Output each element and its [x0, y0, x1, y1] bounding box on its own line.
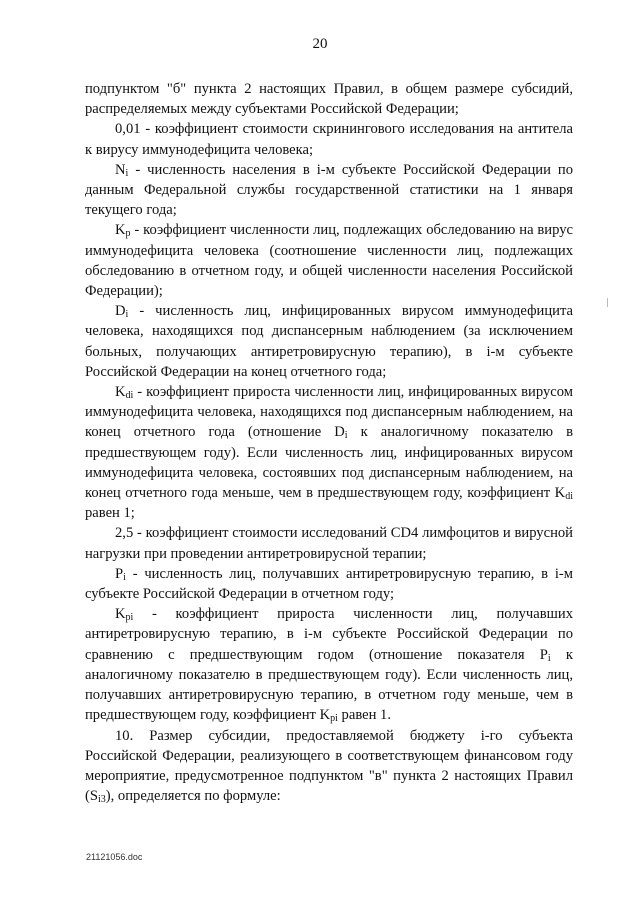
text-run: - коэффициент прироста численности лиц, получавших антиретровирусную терапию, в i-м субъекте Российской Федерации по сравнению с предшествующим годом (отношение показателя P: [85, 606, 573, 663]
paragraph-p8: [85, 604, 573, 725]
subscript: pi: [125, 612, 134, 624]
text-run: 0,01 - коэффициент стоимости скринингового исследования на антитела к вирусу иммунодефицита человека;: [85, 121, 573, 158]
paragraph-p4: [85, 301, 573, 382]
paragraph-p0: [85, 79, 573, 119]
subscript: i: [547, 652, 551, 664]
text-run: N: [115, 161, 126, 178]
text-run: равен 1;: [85, 505, 135, 522]
text-run: P: [115, 565, 124, 582]
page-number: 20: [312, 36, 328, 52]
subscript: di: [565, 491, 573, 503]
paragraph-p2: [85, 160, 573, 221]
text-run: ), определяется по формуле:: [105, 788, 281, 805]
paragraph-p3: [85, 220, 573, 301]
paragraph-p7: [85, 564, 573, 604]
paragraph-p1: [85, 119, 573, 159]
paragraph-p9: [85, 726, 573, 807]
subscript: i: [125, 167, 129, 179]
document-body: [85, 79, 573, 806]
subscript: pi: [330, 713, 338, 725]
subscript: i3: [97, 794, 106, 806]
text-run: K: [115, 606, 126, 623]
text-run: D: [115, 303, 126, 320]
text-run: K: [115, 384, 126, 401]
text-run: - численность населения в i-м субъекте Российской Федерации по данным Федеральной службы государственной статистики на 1 января текущего года;: [85, 161, 573, 219]
text-run: 2,5 - коэффициент стоимости исследований CD4 лимфоцитов и вирусной нагрузки при проведении антиретровирусной терапии;: [85, 525, 573, 562]
scan-mark: [607, 298, 608, 307]
subscript: i: [344, 430, 348, 442]
text-run: подпунктом "б" пункта 2 настоящих Правил, в общем размере субсидий, распределяемых между субъектами Российской Федерации;: [85, 81, 573, 118]
text-run: к аналогичному показателю в предшествующем году). Если численность лиц, получавших антиретровирусную терапию, в отчетном году меньше, чем в предшествующем году, коэффициент K: [85, 646, 573, 724]
paragraph-p6: [85, 523, 573, 563]
text-run: 10. Размер субсидии, предоставляемой бюджету i-го субъекта Российской Федерации, реализующего в соответствующем финансовом году мероприятие, предусмотренное подпунктом "в" пункта 2 настоящих Правил (S: [85, 727, 573, 805]
text-run: равен 1.: [337, 707, 391, 724]
text-run: - численность лиц, инфицированных вирусом иммунодефицита человека, находящихся под диспансерным наблюдением (за исключением больных, получающих антиретровирусную терапию), в i-м субъекте Российской Федерации на конец отчетного года;: [85, 303, 573, 380]
text-run: - коэффициент прироста численности лиц, инфицированных вирусом иммунодефицита человека, находящихся под диспансерным наблюдением, на конец отчетного года (отношение D: [85, 384, 573, 441]
text-run: - численность лиц, получавших антиретровирусную терапию, в i-м субъекте Российской Федерации в отчетном году;: [85, 565, 573, 603]
text-run: - коэффициент численности лиц, подлежащих обследованию на вирус иммунодефицита человека (соотношение численности лиц, подлежащих обследованию в отчетном году, и общей численности населения Российской Федерации);: [85, 222, 573, 300]
text-run: к аналогичному показателю в предшествующем году). Если численность лиц, инфицированных вирусом иммунодефицита человека, состоявших под диспансерным наблюдением, на конец отчетного года меньше, чем в предшествующем году, коэффициент K: [85, 424, 573, 502]
subscript: p: [125, 228, 131, 240]
subscript: di: [125, 390, 134, 402]
paragraph-p5: [85, 382, 573, 523]
subscript: i: [125, 309, 129, 321]
document-filename: 21121056.doc: [86, 852, 143, 862]
subscript: i: [123, 571, 126, 583]
text-run: K: [115, 222, 126, 239]
